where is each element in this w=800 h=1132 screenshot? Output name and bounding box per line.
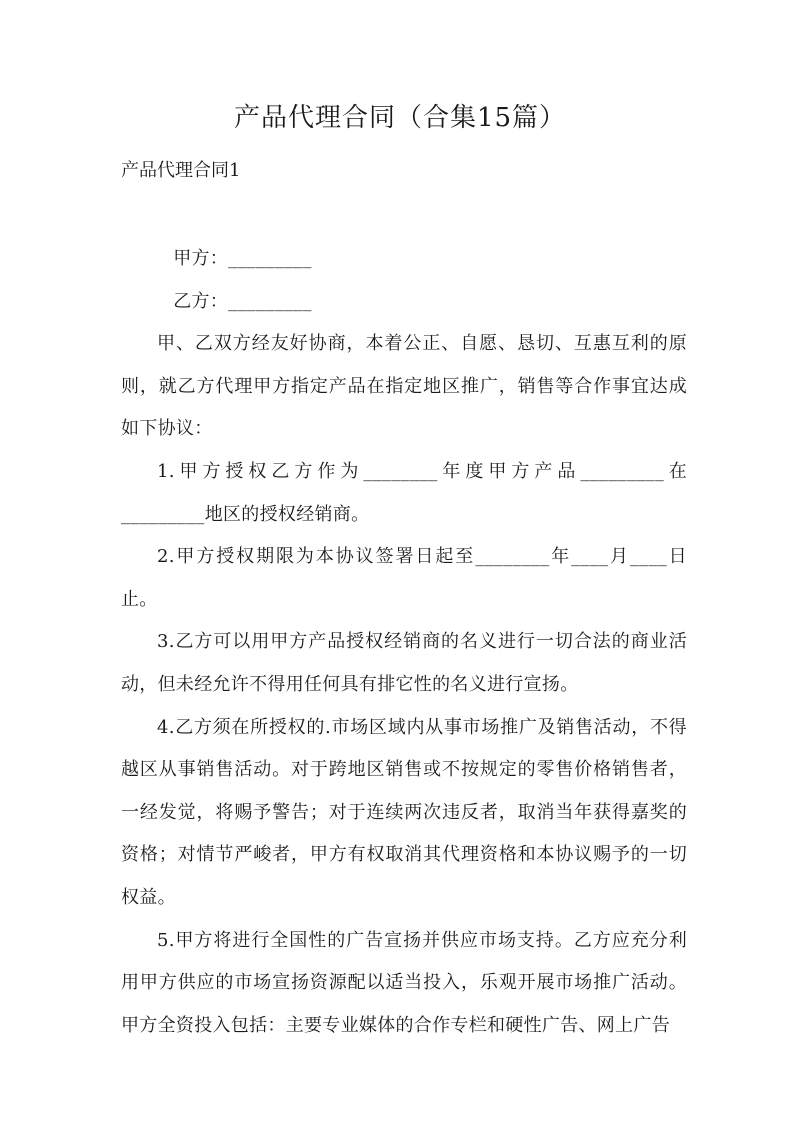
paragraph-clause-2: 2.甲方授权期限为本协议签署日起至________年____月____日止。 — [121, 546, 687, 610]
party-b-field: 乙方：_________ — [173, 290, 312, 312]
section-title: 产品代理合同1 — [121, 160, 241, 181]
paragraph-clause-1: 1.甲方授权乙方作为________年度甲方产品_________在_________地区的授权经销商。 — [121, 460, 687, 525]
document-title: 产品代理合同（合集15篇） — [233, 103, 567, 133]
contract-body — [121, 238, 687, 1047]
paragraph-clause-4: 4.乙方须在所授权的.市场区域内从事市场推广及销售活动，不得越区从事销售活动。对于跨地区销售或不按规定的零售价格销售者，一经发觉，将赐予警告；对于连续两次违反者，取消当年获得嘉奖的资格；对情节严峻者，甲方有权取消其代理资格和本协议赐予的一切权益。 — [121, 716, 687, 908]
paragraph-clause-5: 5.甲方将进行全国性的广告宣扬并供应市场支持。乙方应充分利用甲方供应的市场宣扬资源配以适当投入，乐观开展市场推广活动。甲方全资投入包括：主要专业媒体的合作专栏和硬性广告、网上广告 — [121, 929, 687, 1036]
paragraph-preamble: 甲、乙双方经友好协商，本着公正、自愿、恳切、互惠互利的原则，就乙方代理甲方指定产品在指定地区推广，销售等合作事宜达成如下协议： — [121, 333, 687, 440]
party-a-field: 甲方：_________ — [173, 248, 312, 269]
paragraph-clause-3: 3.乙方可以用甲方产品授权经销商的名义进行一切合法的商业活动，但未经允许不得用任何具有排它性的名义进行宣扬。 — [121, 631, 687, 695]
